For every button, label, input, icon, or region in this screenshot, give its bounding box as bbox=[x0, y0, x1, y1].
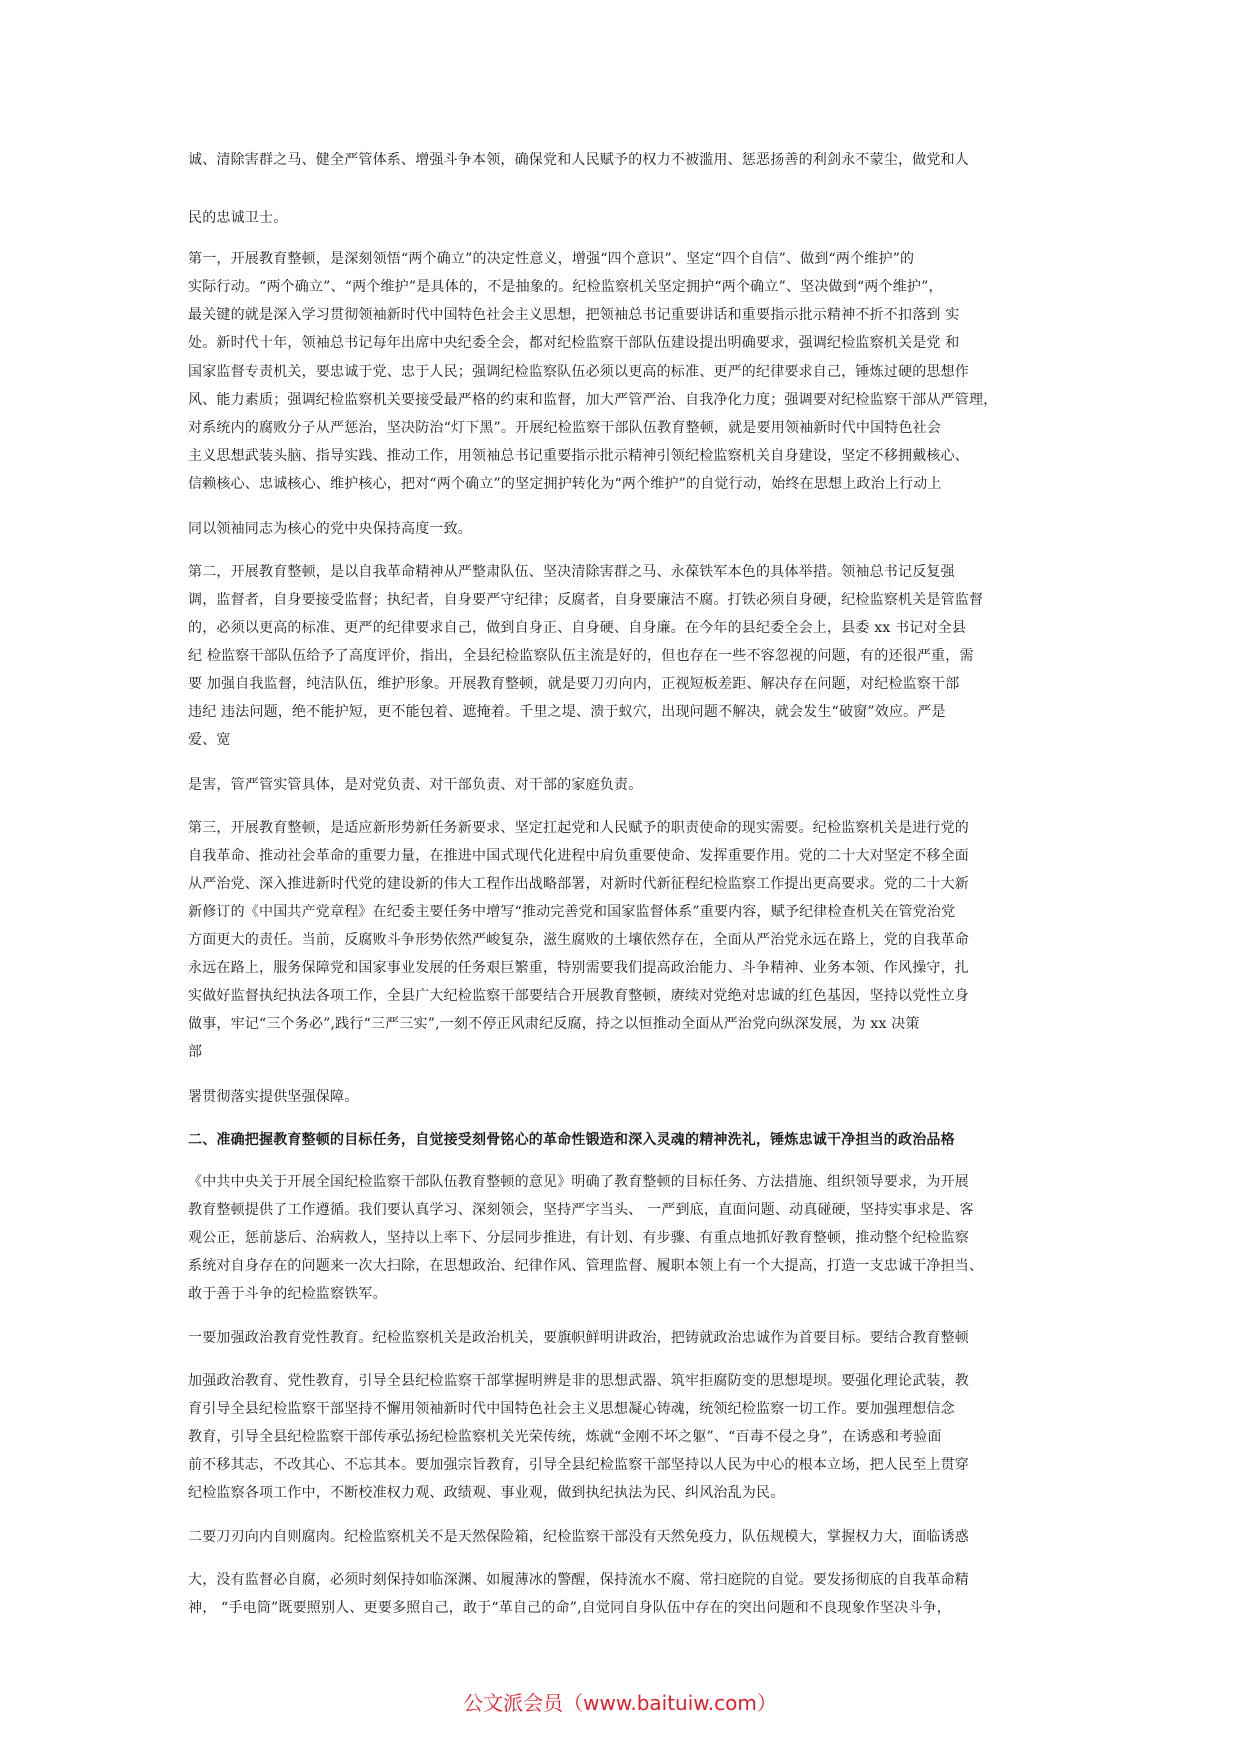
text-line: 部 bbox=[188, 1044, 203, 1060]
text-line: 第二，开展教育整顿，是以自我革命精神从严整肃队伍、坚决清除害群之马、永葆铁军本色的具体举措。领袖总书记反复强 bbox=[188, 564, 955, 580]
text-line: 违纪 违法问题，绝不能护短，更不能包着、遮掩着。千里之堤、溃于蚁穴，出现问题不解决，就会发生“破窗”效应。严是 bbox=[188, 704, 946, 720]
text-line: 民的忠诚卫士。 bbox=[188, 210, 288, 226]
text-line: 前不移其志，不改其心、不忘其本。要加强宗旨教育，引导全县纪检监察干部坚持以人民为中心的根本立场，把人民至上贯穿 bbox=[188, 1457, 969, 1473]
text-line: 教育，引导全县纪检监察干部传承弘扬纪检监察机关光荣传统，炼就“金刚不坏之躯”、“百毒不侵之身”，在诱惑和考验面 bbox=[188, 1429, 942, 1445]
text-line: 加强政治教育、党性教育，引导全县纪检监察干部掌握明辨是非的思想武器、筑牢拒腐防变的思想堤坝。要强化理论武装，教 bbox=[188, 1373, 969, 1389]
text-line: 实做好监督执纪执法各项工作，全县广大纪检监察干部要结合开展教育整顿，赓续对党绝对忠诚的红色基因，坚持以党性立身 bbox=[188, 988, 969, 1004]
text-line: 实际行动。“两个确立”、“两个维护”是具体的，不是抽象的。纪检监察机关坚定拥护“两个确立”、坚决做到“两个维护”， bbox=[188, 279, 943, 295]
text-line: 二要刀刃向内自则腐肉。纪检监察机关不是天然保险箱，纪检监察干部没有天然免疫力，队伍规模大，掌握权力大，面临诱惑 bbox=[188, 1529, 969, 1545]
text-line: 同以领袖同志为核心的党中央保持高度一致。 bbox=[188, 521, 472, 537]
text-line: 自我革命、推动社会革命的重要力量，在推进中国式现代化进程中肩负重要使命、发挥重要作用。党的二十大对坚定不移全面 bbox=[188, 848, 969, 864]
text-line: 第三，开展教育整顿，是适应新形势新任务新要求、坚定扛起党和人民赋予的职责使命的现实需要。纪检监察机关是进行党的 bbox=[188, 820, 969, 836]
text-line: 是害，管严管实管具体，是对党负责、对干部负责、对干部的家庭负责。 bbox=[188, 777, 643, 793]
text-line: 的，必须以更高的标准、更严的纪律要求自己，做到自身正、自身硬、自身廉。在今年的县纪委全会上，县委 xx 书记对全县 bbox=[188, 620, 967, 636]
text-line: 敢于善于斗争的纪检监察铁军。 bbox=[188, 1286, 387, 1302]
text-line: 《中共中央关于开展全国纪检监察干部队伍教育整顿的意见》明确了教育整顿的目标任务、方法措施、组织领导要求，为开展 bbox=[188, 1174, 969, 1190]
text-line: 调，监督者，自身要接受监督；执纪者，自身要严守纪律；反腐者，自身要廉洁不腐。打铁必须自身硬，纪检监察机关是管监督 bbox=[188, 592, 984, 608]
text-line: 做事，牢记“三个务必”,践行“三严三实”,一刻不停正风肃纪反腐，持之以恒推动全面从严治党向纵深发展，为 xx 决策 bbox=[188, 1016, 920, 1032]
text-line: 国家监督专责机关，要忠诚于党、忠于人民；强调纪检监察队伍必须以更高的标准、更严的纪律要求自己，锤炼过硬的思想作 bbox=[188, 364, 969, 380]
text-line: 一要加强政治教育党性教育。纪检监察机关是政治机关，要旗帜鲜明讲政治，把铸就政治忠诚作为首要目标。要结合教育整顿 bbox=[188, 1330, 969, 1346]
text-line: 要 加强自我监督，纯洁队伍，维护形象。开展教育整顿，就是要刀刃向内，正视短板差距、解决存在问题，对纪检监察干部 bbox=[188, 676, 960, 692]
text-line: 最关键的就是深入学习贯彻领袖新时代中国特色社会主义思想，把领袖总书记重要讲话和重要指示批示精神不折不扣落到 实 bbox=[188, 307, 960, 323]
footer-watermark: 公文派会员（www.baituiw.com） bbox=[463, 1691, 777, 1715]
text-line: 对系统内的腐败分子从严惩治，坚决防治“灯下黑”。开展纪检监察干部队伍教育整顿，就是要用领袖新时代中国特色社会 bbox=[188, 420, 942, 436]
text-line: 第一，开展教育整顿，是深刻领悟“两个确立”的决定性意义，增强“四个意识”、坚定“四个自信”、做到“两个维护”的 bbox=[188, 251, 915, 267]
text-line: 教育整顿提供了工作遵循。我们要认真学习、深刻领会，坚持严字当头、 一严到底，直面问题、动真碰硬，坚持实事求是、客 bbox=[188, 1202, 974, 1218]
text-line: 信赖核心、忠诚核心、维护核心，把对“两个确立”的坚定拥护转化为“两个维护”的自觉行动，始终在思想上政治上行动上 bbox=[188, 476, 942, 492]
text-line: 新修订的《中国共产党章程》在纪委主要任务中增写“推动完善党和国家监督体系”重要内容，赋予纪律检查机关在管党治党 bbox=[188, 904, 956, 920]
text-line: 署贯彻落实提供坚强保障。 bbox=[188, 1089, 359, 1105]
text-line: 大，没有监督必自腐，必须时刻保持如临深渊、如履薄冰的警醒，保持流水不腐、常扫庭院的自觉。要发扬彻底的自我革命精 bbox=[188, 1572, 969, 1588]
text-line: 系统对自身存在的问题来一次大扫除，在思想政治、纪律作风、管理监督、履职本领上有一个大提高，打造一支忠诚干净担当、 bbox=[188, 1258, 984, 1274]
text-line: 神， “手电筒”既要照别人、更要多照自己，敢于“革自己的命”,自觉同自身队伍中存在的突出问题和不良现象作坚决斗争， bbox=[188, 1600, 951, 1616]
text-line: 主义思想武装头脑、指导实践、推动工作，用领袖总书记重要指示批示精神引领纪检监察机关自身建设，坚定不移拥戴核心、 bbox=[188, 448, 969, 464]
text-line: 纪 检监察干部队伍给予了高度评价，指出，全县纪检监察队伍主流是好的，但也存在一些不容忽视的问题，有的还很严重，需 bbox=[188, 648, 974, 664]
text-line: 爱、宽 bbox=[188, 732, 231, 748]
section-heading: 二、准确把握教育整顿的目标任务，自觉接受刻骨铭心的革命性锻造和深入灵魂的精神洗礼，锤炼忠诚干净担当的政治品格 bbox=[188, 1132, 955, 1148]
text-line: 纪检监察各项工作中，不断校准权力观、政绩观、事业观，做到执纪执法为民、纠风治乱为民。 bbox=[188, 1485, 785, 1501]
text-line: 处。新时代十年，领袖总书记每年出席中央纪委全会，都对纪检监察干部队伍建设提出明确要求，强调纪检监察机关是党 和 bbox=[188, 335, 960, 351]
text-line: 风、能力素质；强调纪检监察机关要接受最严格的约束和监督，加大严管严治、自我净化力度；强调要对纪检监察干部从严管理， bbox=[188, 392, 998, 408]
text-line: 方面更大的责任。当前，反腐败斗争形势依然严峻复杂，滋生腐败的土壤依然存在，全面从严治党永远在路上，党的自我革命 bbox=[188, 932, 969, 948]
text-line: 诚、清除害群之马、健全严管体系、增强斗争本领，确保党和人民赋予的权力不被滥用、惩恶扬善的利剑永不蒙尘，做党和人 bbox=[188, 152, 969, 168]
text-line: 育引导全县纪检监察干部坚持不懈用领袖新时代中国特色社会主义思想凝心铸魂，统领纪检监察一切工作。要加强理想信念 bbox=[188, 1401, 955, 1417]
text-line: 永远在路上，服务保障党和国家事业发展的任务艰巨繁重，特别需要我们提高政治能力、斗争精神、业务本领、作风操守，扎 bbox=[188, 960, 969, 976]
text-line: 观公正，惩前毖后、治病救人，坚持以上率下、分层同步推进，有计划、有步骤、有重点地抓好教育整顿，推动整个纪检监察 bbox=[188, 1230, 969, 1246]
text-line: 从严治党、深入推进新时代党的建设新的伟大工程作出战略部署，对新时代新征程纪检监察工作提出更高要求。党的二十大新 bbox=[188, 876, 969, 892]
